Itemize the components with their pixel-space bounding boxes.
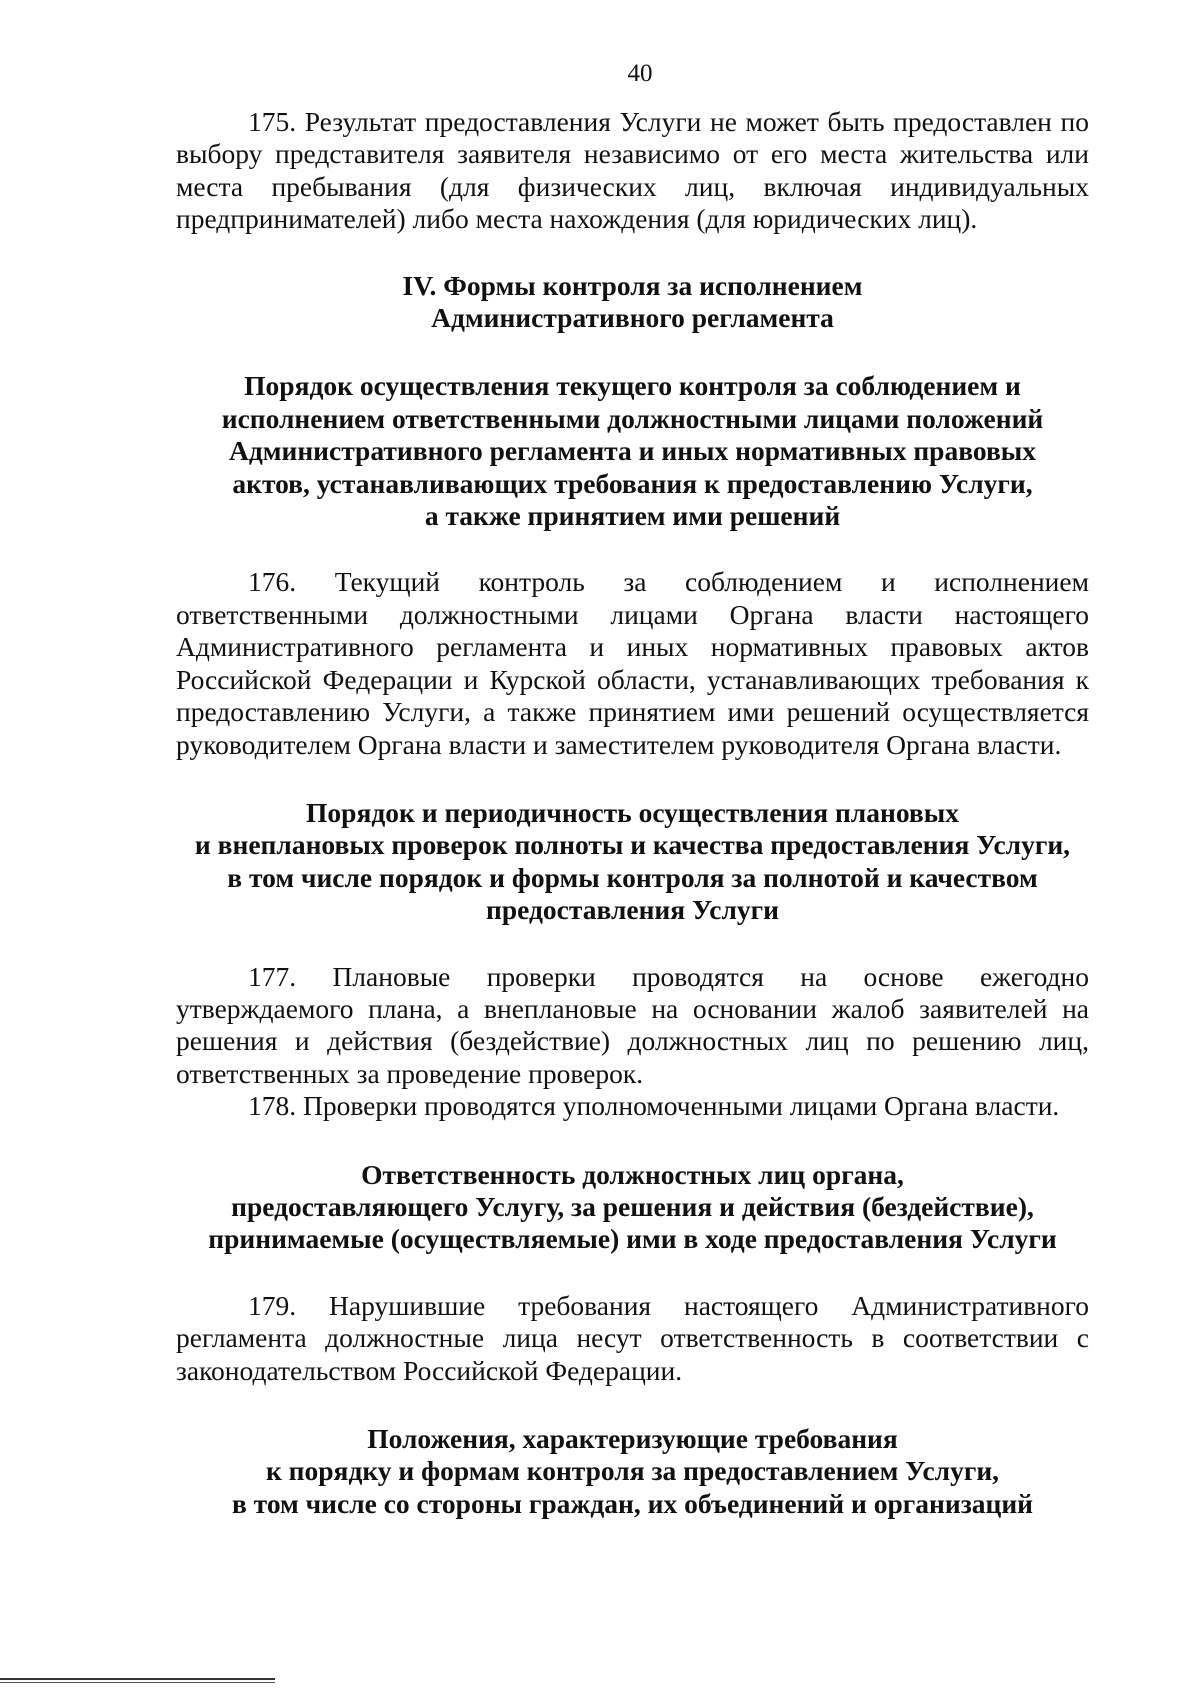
heading-line: в том числе со стороны граждан, их объединений и организаций (231, 1487, 1034, 1519)
heading-line: актов, устанавливающих требования к предоставлению Услуги, (232, 467, 1033, 499)
section-heading-iv (176, 270, 1089, 335)
paragraph-176: 176. Текущий контроль за соблюдением и исполнением ответственными должностными лицами Органа власти настоящего Административного регламента и иных нормативных правовых актов Российской Федерации и Курской области, устанавливающих требования к предоставлению Услуги, а также принятием ими решений осуществляется руководителем Органа власти и заместителем руководителя Органа власти. (176, 566, 1089, 760)
subheading-provisions (176, 1423, 1089, 1520)
heading-line: а также принятием ими решений (424, 500, 841, 532)
heading-line: и внеплановых проверок полноты и качества предоставления Услуги, (194, 829, 1071, 861)
heading-line: принимаемые (осуществляемые) ими в ходе предоставления Услуги (208, 1223, 1057, 1255)
heading-line: Ответственность должностных лиц органа, (361, 1158, 904, 1190)
heading-line: Административного регламента (431, 302, 834, 334)
subheading-current-control (176, 370, 1089, 532)
heading-line: исполнением ответственными должностными лицами положений (221, 402, 1044, 434)
paragraph-178: 178. Проверки проводятся уполномоченными лицами Органа власти. (248, 1090, 1060, 1122)
heading-line: Порядок осуществления текущего контроля за соблюдением и (244, 370, 1021, 402)
heading-line: предоставления Услуги (486, 894, 779, 926)
scan-edge-line (0, 1678, 275, 1680)
paragraph-175: 175. Результат предоставления Услуги не может быть предоставлен по выбору представителя заявителя независимо от его места жительства или места пребывания (для физических лиц, включая индивидуальных предпринимателей) либо места нахождения (для юридических лиц). (176, 106, 1089, 235)
heading-line: к порядку и формам контроля за предоставлением Услуги, (265, 1455, 1000, 1487)
paragraph-179: 179. Нарушившие требования настоящего Административного регламента должностные лица несут ответственность в соответствии с законодательством Российской Федерации. (176, 1289, 1089, 1386)
heading-line: Положения, характеризующие требования (367, 1423, 898, 1454)
page-content (176, 106, 1089, 1520)
heading-line: Административного регламента и иных нормативных правовых (228, 435, 1037, 467)
heading-line: предоставляющего Услугу, за решения и действия (бездействие), (231, 1190, 1034, 1222)
paragraph-177: 177. Плановые проверки проводятся на основе ежегодно утверждаемого плана, а внеплановые на основании жалоб заявителей на решения и действия (бездействие) должностных лиц по решению лиц, ответственных за проведение проверок. (176, 960, 1089, 1089)
heading-line: IV. Формы контроля за исполнением (402, 269, 863, 301)
heading-line: в том числе порядок и формы контроля за полнотой и качеством (227, 861, 1038, 893)
scan-edge-line (0, 1682, 275, 1683)
subheading-inspections (176, 797, 1089, 927)
subheading-responsibility (176, 1159, 1089, 1256)
page-number: 40 (627, 60, 653, 87)
heading-line: Порядок и периодичность осуществления плановых (306, 796, 959, 828)
